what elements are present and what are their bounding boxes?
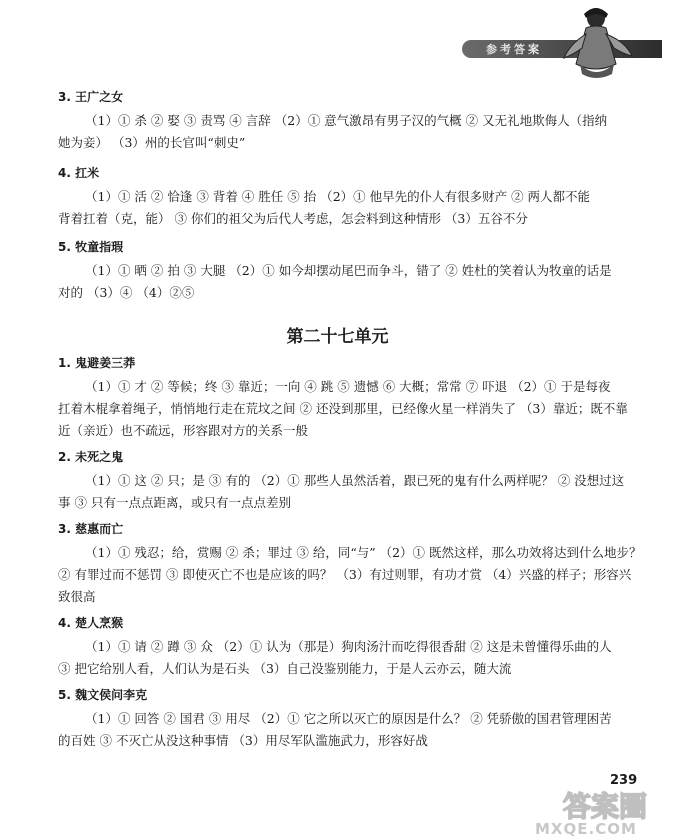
answer-section-wei-si-zhi-gui <box>58 446 625 514</box>
watermark-url: MXQE.COM <box>535 820 637 838</box>
answer-line: 事 ③ 只有一点点距离，或只有一点点差别 <box>58 495 291 510</box>
section-title: 3. 慈惠而亡 <box>58 522 124 536</box>
answer-line: （1）① 残忍；给，赏赐 ② 杀；罪过 ③ 给，同“与” （2）① 既然这样，那么功效将达到什么地步？ <box>85 545 642 560</box>
scholar-figure-icon <box>556 4 636 82</box>
answer-section-ci-hui-er-wang <box>58 518 642 608</box>
watermark-logo-text: 答案圈 <box>562 790 648 823</box>
answer-line: 背着扛着（克，能） ③ 你们的祖父为后代人考虑，怎会料到这种情形 （3）五谷不分 <box>58 211 528 226</box>
answer-line: ② 有罪过而不惩罚 ③ 即使灭亡不也是应该的吗？ （3）有过则罪，有功才赏 （4）兴盛的样子；形容兴 <box>58 567 632 582</box>
section-title: 5. 牧童指瑕 <box>58 240 124 254</box>
section-title: 5. 魏文侯问李克 <box>58 688 148 702</box>
answer-line: （1）① 这 ② 只；是 ③ 有的 （2）① 那些人虽然活着，跟已死的鬼有什么两样呢？ ② 没想过这 <box>85 473 625 488</box>
section-title: 3. 王广之女 <box>58 90 124 104</box>
section-title: 4. 楚人烹猴 <box>58 616 124 630</box>
answer-line: （1）① 杀 ② 娶 ③ 责骂 ④ 言辞 （2）① 意气激昂有男子汉的气概 ② 又无礼地欺侮人（指纳 <box>85 113 608 128</box>
answer-section-wang-guang-zhi-nv <box>58 86 618 154</box>
answer-line: 近（亲近）也不疏远，形容跟对方的关系一般 <box>58 423 309 438</box>
answer-line: （1）① 请 ② 蹲 ③ 众 （2）① 认为（那是）狗肉汤汁而吃得很香甜 ② 这是未曾懂得乐曲的人 <box>85 639 612 654</box>
answer-line: 她为妾） （3）州的长官叫“刺史” <box>58 135 246 150</box>
answer-section-gui-bi-jiang-san-mang <box>58 352 628 442</box>
answer-line: 致很高 <box>58 589 96 604</box>
section-title: 1. 鬼避姜三莽 <box>58 356 136 370</box>
answer-line: （1）① 晒 ② 拍 ③ 大腿 （2）① 如今却摆动尾巴而争斗，错了 ② 姓杜的笑着认为牧童的话是 <box>85 263 612 278</box>
page-number: 239 <box>610 773 638 788</box>
unit-title: 第二十七单元 <box>286 327 389 347</box>
answer-line: 的百姓 ③ 不灭亡从没这种事情 （3）用尽军队滥施武力，形容好战 <box>58 733 428 748</box>
answer-line: （1）① 才 ② 等候；终 ③ 靠近；一向 ④ 跳 ⑤ 遗憾 ⑥ 大概；常常 ⑦ 吓退 （2）① 于是每夜 <box>85 379 611 394</box>
answer-section-wei-wen-hou-wen-li-ke <box>58 684 618 752</box>
answer-section-chu-ren-peng-hou <box>58 612 618 680</box>
section-title: 4. 扛米 <box>58 166 100 180</box>
answer-line: 对的 （3）④ （4）②⑤ <box>58 285 195 300</box>
answer-line: ③ 把它给别人看，人们认为是石头 （3）自己没鉴别能力，于是人云亦云，随大流 <box>58 661 512 676</box>
answer-section-mu-tong-zhi-xia <box>58 236 618 304</box>
header-title: 参考答案 <box>486 43 542 56</box>
answer-line: （1）① 回答 ② 国君 ③ 用尽 （2）① 它之所以灭亡的原因是什么？ ② 凭骄傲的国君管理困苦 <box>85 711 612 726</box>
section-title: 2. 未死之鬼 <box>58 450 124 464</box>
answer-line: 扛着木棍拿着绳子，悄悄地行走在荒坟之间 ② 还没到那里，已经像火星一样消失了 （3）靠近；既不靠 <box>58 401 628 416</box>
answer-line: （1）① 活 ② 恰逢 ③ 背着 ④ 胜任 ⑤ 抬 （2）① 他早先的仆人有很多财产 ② 两人都不能 <box>85 189 591 204</box>
answer-section-kang-mi <box>58 162 618 230</box>
